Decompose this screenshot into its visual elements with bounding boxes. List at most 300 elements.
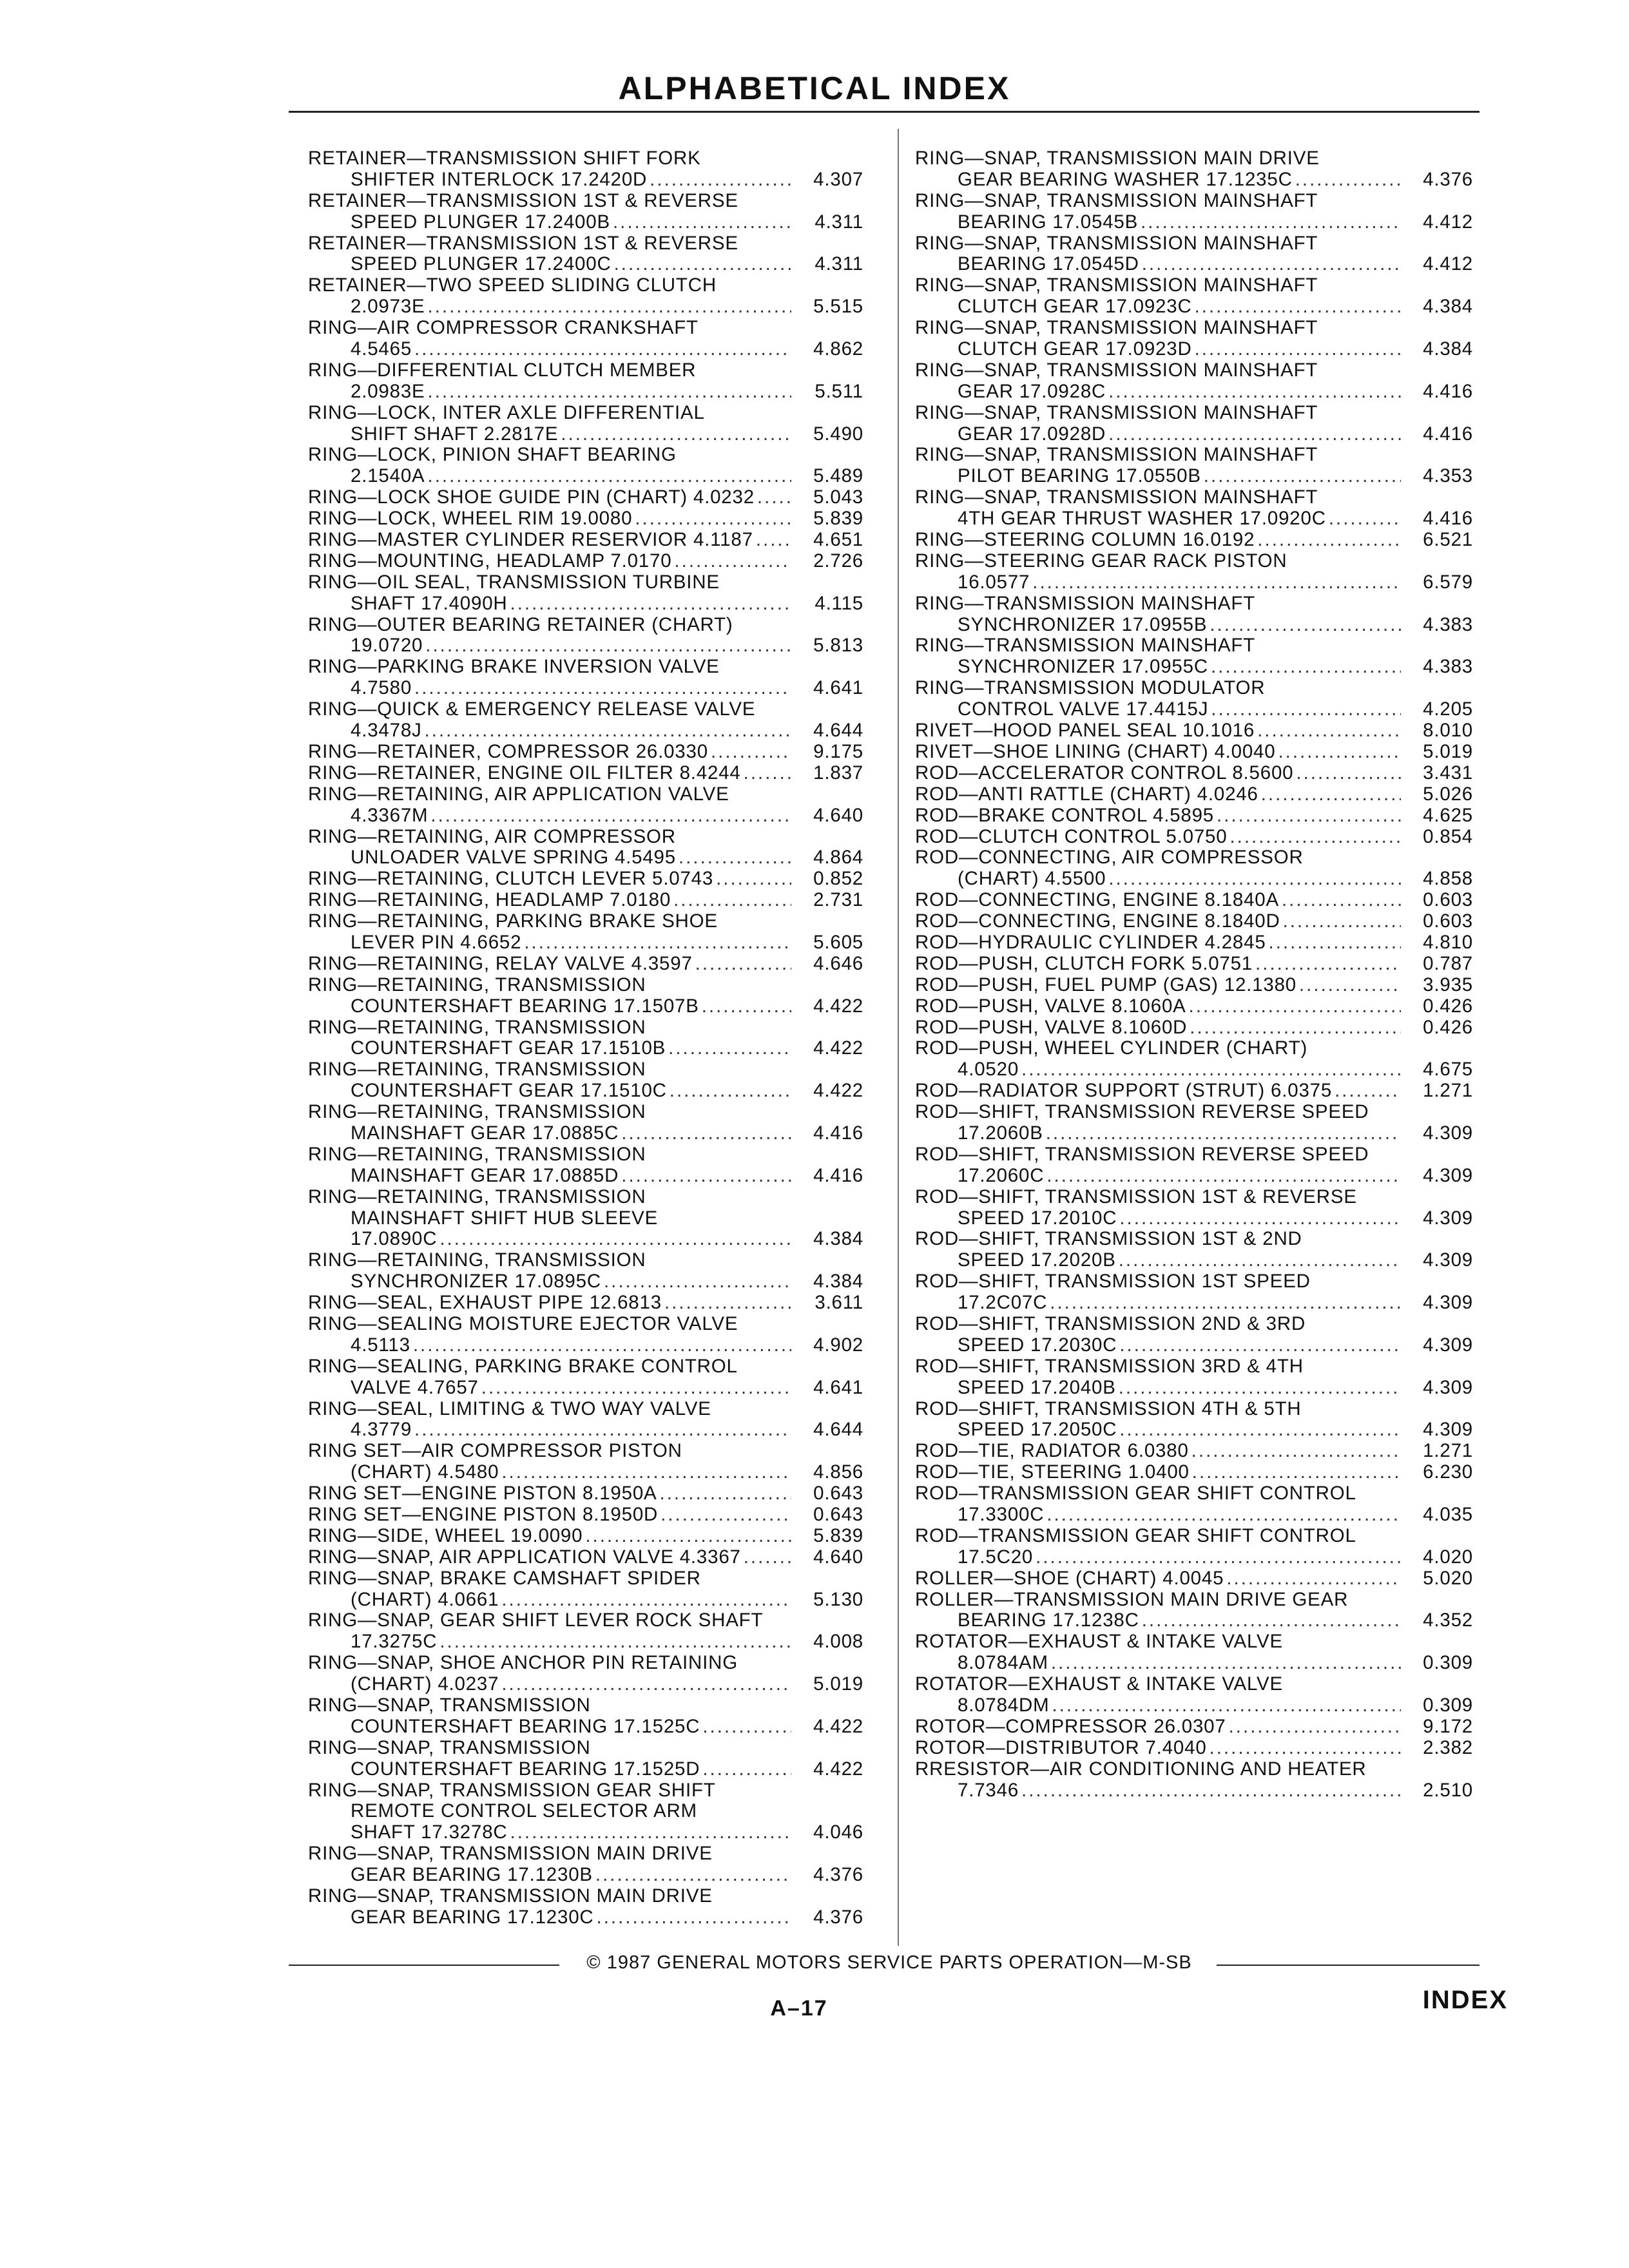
entry-text: RETAINER—TRANSMISSION 1ST & REVERSE — [308, 232, 738, 254]
entry-text: ROD—SHIFT, TRANSMISSION 1ST & REVERSE — [915, 1186, 1357, 1207]
entry-text: SHAFT 17.3278C — [351, 1821, 508, 1843]
index-entry — [308, 1059, 863, 1102]
index-entry — [915, 1102, 1473, 1144]
entry-first-line — [308, 360, 863, 381]
dot-leader — [1190, 1017, 1401, 1039]
entry-text: SPEED 17.2050C — [958, 1419, 1117, 1441]
dot-leader — [1226, 1568, 1401, 1590]
dot-leader — [695, 954, 791, 975]
entry-text: RING—RETAINING, AIR COMPRESSOR — [308, 825, 676, 847]
index-column-left — [308, 148, 863, 1928]
entry-continuation-line — [915, 169, 1473, 191]
entry-continuation-line — [308, 1271, 863, 1293]
index-entry — [308, 508, 863, 530]
entry-first-line — [308, 1504, 863, 1526]
dot-leader — [481, 1378, 791, 1399]
index-entry — [308, 784, 863, 827]
entry-first-line — [308, 148, 863, 169]
entry-text: RING—RETAINING, TRANSMISSION — [308, 1186, 646, 1207]
entry-first-line — [915, 1102, 1473, 1123]
entry-text: RING—SNAP, SHOE ANCHOR PIN RETAINING — [308, 1652, 738, 1674]
entry-first-line — [915, 1229, 1473, 1250]
dot-leader — [1119, 1250, 1401, 1271]
index-entry — [308, 1017, 863, 1060]
entry-continuation-line — [308, 1038, 863, 1059]
entry-continuation-line — [308, 1378, 863, 1399]
entry-first-line — [308, 1653, 863, 1674]
dot-leader — [428, 466, 791, 487]
dot-leader — [501, 1590, 791, 1611]
entry-text: 4.0520 — [958, 1059, 1019, 1081]
dot-leader — [510, 1822, 792, 1843]
entry-text: CLUTCH GEAR 17.0923C — [958, 296, 1192, 318]
index-entry — [915, 551, 1473, 593]
dot-leader — [595, 1865, 791, 1886]
entry-page-ref: 4.376 — [1423, 168, 1473, 190]
dot-leader — [1036, 1547, 1401, 1568]
entry-text: RING—SNAP, BRAKE CAMSHAFT SPIDER — [308, 1567, 701, 1589]
dot-leader — [1217, 805, 1401, 827]
entry-text: ROD—SHIFT, TRANSMISSION 1ST SPEED — [915, 1271, 1311, 1293]
index-entry — [915, 1483, 1473, 1526]
index-entry — [308, 1314, 863, 1356]
dot-leader — [621, 1166, 791, 1187]
index-entry — [915, 1716, 1473, 1738]
entry-text: RING—SNAP, AIR APPLICATION VALVE 4.3367 — [308, 1546, 741, 1568]
dot-leader — [1052, 1695, 1401, 1716]
entry-text: 17.3300C — [958, 1504, 1045, 1525]
entry-text: ROD—SHIFT, TRANSMISSION 3RD & 4TH — [915, 1355, 1304, 1377]
entry-continuation-line — [308, 996, 863, 1017]
entry-first-line — [308, 1695, 863, 1716]
entry-continuation-line — [308, 381, 863, 403]
entry-page-ref: 9.175 — [813, 740, 863, 762]
entry-continuation-line — [915, 254, 1473, 275]
index-entry — [308, 551, 863, 572]
dot-leader — [1051, 1653, 1401, 1674]
dot-leader — [413, 1335, 791, 1356]
entry-continuation-line — [308, 805, 863, 827]
entry-page-ref: 6.579 — [1423, 571, 1473, 593]
entry-text: RING—RETAINING, TRANSMISSION — [308, 1249, 646, 1271]
index-entry — [915, 1356, 1473, 1399]
entry-continuation-line — [308, 593, 863, 615]
entry-continuation-line — [308, 424, 863, 445]
dot-leader — [711, 742, 791, 763]
entry-continuation-line — [308, 1462, 863, 1483]
entry-continuation-line — [915, 1419, 1473, 1441]
entry-continuation-line — [308, 1759, 863, 1780]
entry-text: 2.0973E — [351, 296, 425, 318]
entry-text: RING—SNAP, TRANSMISSION MAINSHAFT — [915, 401, 1318, 423]
entry-first-line — [308, 1610, 863, 1631]
entry-text: SYNCHRONIZER 17.0895C — [351, 1271, 601, 1293]
entry-page-ref: 4.384 — [813, 1228, 863, 1250]
dot-leader — [1204, 466, 1401, 487]
entry-text: 16.0577 — [958, 571, 1030, 593]
entry-first-line — [915, 1144, 1473, 1166]
entry-first-line — [308, 615, 863, 636]
entry-page-ref: 0.426 — [1423, 995, 1473, 1017]
dot-leader — [439, 1631, 791, 1653]
index-entry — [308, 233, 863, 276]
entry-first-line — [308, 657, 863, 678]
dot-leader — [668, 1038, 791, 1059]
entry-continuation-line — [915, 1166, 1473, 1187]
entry-text: RING SET—ENGINE PISTON 8.1950D — [308, 1504, 659, 1525]
column-divider — [898, 129, 899, 1946]
index-entry — [915, 678, 1473, 720]
entry-text: (CHART) 4.0661 — [351, 1588, 499, 1610]
entry-page-ref: 2.510 — [1423, 1779, 1473, 1801]
index-entry — [915, 635, 1473, 678]
entry-page-ref: 4.307 — [813, 168, 863, 190]
index-entry — [308, 1399, 863, 1441]
index-entry — [308, 763, 863, 784]
entry-page-ref: 4.416 — [813, 1164, 863, 1186]
entry-text: ROD—CONNECTING, ENGINE 8.1840D — [915, 910, 1280, 932]
entry-text: RING—SNAP, TRANSMISSION MAIN DRIVE — [308, 1885, 713, 1907]
entry-text: (CHART) 4.5500 — [958, 868, 1106, 890]
dot-leader — [1195, 339, 1401, 360]
entry-continuation-line — [915, 1504, 1473, 1526]
entry-first-line — [915, 593, 1473, 615]
entry-text: ROD—TRANSMISSION GEAR SHIFT CONTROL — [915, 1483, 1356, 1504]
entry-page-ref: 4.309 — [1423, 1164, 1473, 1186]
entry-page-ref: 5.515 — [813, 296, 863, 318]
dot-leader — [510, 593, 792, 615]
entry-first-line — [915, 1441, 1473, 1462]
entry-page-ref: 4.416 — [1423, 380, 1473, 402]
entry-text: RING—RETAINING, TRANSMISSION — [308, 1059, 646, 1081]
entry-text: SPEED PLUNGER 17.2400C — [351, 253, 612, 275]
entry-text: 17.2060B — [958, 1122, 1043, 1144]
index-entry — [308, 360, 863, 403]
index-column-right — [915, 148, 1473, 1801]
dot-leader — [1229, 827, 1401, 848]
entry-text: SPEED PLUNGER 17.2400B — [351, 211, 610, 233]
index-entry — [308, 318, 863, 360]
entry-first-line — [308, 572, 863, 593]
entry-page-ref: 4.412 — [1423, 211, 1473, 233]
entry-text: 4.5113 — [351, 1334, 410, 1356]
entry-text: SPEED 17.2020B — [958, 1249, 1116, 1271]
entry-first-line — [915, 1483, 1473, 1504]
dot-leader — [1283, 911, 1401, 932]
dot-leader — [1278, 742, 1401, 763]
entry-first-line — [308, 275, 863, 296]
entry-continuation-line — [308, 1123, 863, 1144]
entry-continuation-line — [308, 720, 863, 742]
index-entry — [915, 593, 1473, 636]
entry-text: RING—SNAP, GEAR SHIFT LEVER ROCK SHAFT — [308, 1610, 764, 1631]
entry-page-ref: 4.376 — [813, 1864, 863, 1886]
entry-text: RRESISTOR—AIR CONDITIONING AND HEATER — [915, 1758, 1367, 1780]
entry-page-ref: 0.426 — [1423, 1016, 1473, 1038]
index-entry — [915, 911, 1473, 932]
entry-continuation-line — [308, 254, 863, 275]
entry-page-ref: 5.839 — [813, 1524, 863, 1546]
entry-text: RING—LOCK SHOE GUIDE PIN (CHART) 4.0232 — [308, 486, 755, 508]
entry-continuation-line — [915, 1123, 1473, 1144]
index-entry — [915, 1738, 1473, 1759]
entry-page-ref: 4.309 — [1423, 1122, 1473, 1144]
entry-text: RING—MOUNTING, HEADLAMP 7.0170 — [308, 550, 672, 572]
entry-continuation-line — [915, 615, 1473, 636]
entry-first-line — [915, 635, 1473, 657]
entry-first-line — [915, 551, 1473, 572]
index-entry — [915, 148, 1473, 191]
dot-leader — [757, 487, 791, 508]
entry-page-ref: 3.611 — [815, 1292, 863, 1314]
entry-first-line — [308, 954, 863, 975]
entry-text: ROD—PUSH, VALVE 8.1060D — [915, 1016, 1188, 1038]
entry-first-line — [308, 1017, 863, 1039]
entry-text: 8.0784DM — [958, 1695, 1050, 1716]
entry-first-line — [308, 742, 863, 763]
entry-first-line — [308, 191, 863, 212]
entry-text: COUNTERSHAFT BEARING 17.1525D — [351, 1758, 700, 1780]
entry-continuation-line — [915, 1610, 1473, 1631]
index-entry — [308, 487, 863, 508]
entry-text: RING—SNAP, TRANSMISSION MAINSHAFT — [915, 444, 1318, 466]
entry-first-line — [308, 1843, 863, 1865]
entry-continuation-line — [915, 1653, 1473, 1674]
index-entry — [308, 1547, 863, 1568]
index-entry — [915, 847, 1473, 890]
dot-leader — [1050, 1293, 1401, 1314]
entry-text: RIVET—SHOE LINING (CHART) 4.0040 — [915, 740, 1276, 762]
entry-first-line — [915, 827, 1473, 848]
entry-text: RING—DIFFERENTIAL CLUTCH MEMBER — [308, 359, 697, 381]
dot-leader — [1191, 1441, 1401, 1462]
entry-text: RING—SIDE, WHEEL 19.0090 — [308, 1524, 583, 1546]
entry-page-ref: 4.008 — [813, 1631, 863, 1653]
index-entry — [915, 784, 1473, 805]
entry-first-line — [308, 827, 863, 848]
entry-page-ref: 5.813 — [813, 635, 863, 657]
entry-text: RING—SNAP, TRANSMISSION MAINSHAFT — [915, 486, 1318, 508]
dot-leader — [702, 1759, 791, 1780]
entry-text: RING—RETAINER, ENGINE OIL FILTER 8.4244 — [308, 762, 741, 783]
entry-text: 4.7580 — [351, 677, 412, 699]
dot-leader — [425, 635, 791, 657]
entry-page-ref: 5.490 — [813, 423, 863, 445]
entry-text: ROTATOR—EXHAUST & INTAKE VALVE — [915, 1631, 1283, 1653]
entry-text: RING—LOCK, INTER AXLE DIFFERENTIAL — [308, 401, 705, 423]
entry-first-line — [915, 487, 1473, 508]
entry-text: RING—QUICK & EMERGENCY RELEASE VALVE — [308, 698, 756, 720]
dot-leader — [1108, 381, 1401, 403]
dot-leader — [1195, 296, 1401, 318]
entry-first-line — [308, 784, 863, 805]
entry-first-line — [308, 1187, 863, 1208]
dot-leader — [1119, 1335, 1401, 1356]
dot-leader — [1210, 615, 1401, 636]
entry-page-ref: 4.205 — [1423, 698, 1473, 720]
entry-page-ref: 4.309 — [1423, 1207, 1473, 1229]
index-entry — [915, 233, 1473, 276]
entry-page-ref: 1.271 — [1423, 1080, 1473, 1102]
entry-first-line — [915, 1038, 1473, 1059]
entry-text: 7.7346 — [958, 1779, 1019, 1801]
entry-first-line — [915, 763, 1473, 784]
entry-text: RING—STEERING COLUMN 16.0192 — [915, 529, 1255, 551]
entry-text: RING—RETAINING, TRANSMISSION — [308, 1016, 646, 1038]
entry-text: GEAR 17.0928D — [958, 423, 1106, 445]
entry-text: BEARING 17.0545B — [958, 211, 1139, 233]
index-entry — [915, 275, 1473, 318]
entry-text: VALVE 4.7657 — [351, 1376, 479, 1398]
entry-first-line — [915, 911, 1473, 932]
index-entry — [915, 1462, 1473, 1483]
entry-text: UNLOADER VALVE SPRING 4.5495 — [351, 847, 676, 869]
dot-leader — [1296, 763, 1401, 784]
entry-text: ROTATOR—EXHAUST & INTAKE VALVE — [915, 1673, 1283, 1695]
dot-leader — [679, 847, 791, 869]
entry-text: MAINSHAFT SHIFT HUB SLEEVE — [351, 1207, 659, 1229]
entry-continuation-line — [308, 847, 863, 869]
entry-continuation-line — [308, 296, 863, 318]
entry-continuation-line — [308, 1801, 863, 1822]
entry-first-line — [308, 1780, 863, 1802]
entry-page-ref: 0.309 — [1423, 1695, 1473, 1716]
entry-first-line — [915, 403, 1473, 424]
dot-leader — [635, 508, 791, 530]
dot-leader — [744, 1547, 791, 1568]
entry-continuation-line — [308, 1907, 863, 1928]
dot-leader — [1335, 1081, 1401, 1102]
entry-text: SHAFT 17.4090H — [351, 592, 508, 614]
entry-text: RING—TRANSMISSION MAINSHAFT — [915, 592, 1256, 614]
entry-continuation-line — [915, 699, 1473, 720]
index-entry — [308, 1250, 863, 1293]
footer-rule-right — [1217, 1965, 1480, 1966]
entry-text: PILOT BEARING 17.0550B — [958, 465, 1201, 487]
entry-page-ref: 3.935 — [1423, 974, 1473, 995]
entry-text: 19.0720 — [351, 635, 423, 657]
entry-page-ref: 0.787 — [1423, 952, 1473, 974]
entry-text: RING—PARKING BRAKE INVERSION VALVE — [308, 656, 720, 678]
dot-leader — [524, 932, 791, 954]
entry-page-ref: 4.422 — [813, 995, 863, 1017]
entry-page-ref: 0.643 — [813, 1483, 863, 1504]
entry-first-line — [308, 318, 863, 339]
entry-text: GEAR BEARING 17.1230C — [351, 1906, 594, 1928]
entry-page-ref: 4.422 — [813, 1037, 863, 1059]
entry-first-line — [915, 1462, 1473, 1483]
index-entry — [308, 1843, 863, 1886]
entry-text: SPEED 17.2040B — [958, 1376, 1116, 1398]
dot-leader — [1192, 1462, 1401, 1483]
index-entry — [915, 1631, 1473, 1674]
entry-page-ref: 4.353 — [1423, 465, 1473, 487]
entry-continuation-line — [308, 1166, 863, 1187]
index-entry — [915, 1314, 1473, 1356]
entry-page-ref: 4.384 — [813, 1271, 863, 1293]
dot-leader — [1257, 720, 1401, 742]
dot-leader — [1210, 1738, 1401, 1759]
dot-leader — [604, 1271, 791, 1293]
entry-page-ref: 5.020 — [1423, 1567, 1473, 1589]
index-entry — [308, 1780, 863, 1844]
entry-first-line — [915, 975, 1473, 996]
dot-leader — [621, 1123, 791, 1144]
entry-first-line — [915, 1674, 1473, 1695]
entry-continuation-line — [308, 932, 863, 954]
entry-text: ROLLER—TRANSMISSION MAIN DRIVE GEAR — [915, 1588, 1349, 1610]
index-entry — [308, 1568, 863, 1611]
entry-text: CLUTCH GEAR 17.0923D — [958, 338, 1192, 360]
entry-page-ref: 5.605 — [813, 931, 863, 953]
entry-first-line — [915, 1759, 1473, 1780]
entry-page-ref: 0.643 — [813, 1504, 863, 1525]
entry-text: RING—OIL SEAL, TRANSMISSION TURBINE — [308, 571, 720, 593]
index-entry — [915, 996, 1473, 1017]
entry-page-ref: 4.641 — [813, 677, 863, 699]
entry-text: RING—TRANSMISSION MODULATOR — [915, 677, 1266, 699]
dot-leader — [744, 763, 791, 784]
entry-text: RING—SNAP, TRANSMISSION GEAR SHIFT — [308, 1779, 716, 1801]
index-entry — [915, 487, 1473, 530]
entry-first-line — [915, 360, 1473, 381]
index-entry — [915, 763, 1473, 784]
entry-page-ref: 5.839 — [813, 508, 863, 530]
dot-leader — [1299, 975, 1401, 996]
entry-first-line — [308, 1886, 863, 1907]
index-entry — [915, 1441, 1473, 1462]
entry-continuation-line — [308, 1419, 863, 1441]
index-entry — [915, 1590, 1473, 1632]
entry-first-line — [915, 1271, 1473, 1293]
entry-continuation-line — [915, 1293, 1473, 1314]
entry-page-ref: 4.864 — [813, 847, 863, 869]
dot-leader — [1261, 784, 1401, 805]
entry-first-line — [308, 763, 863, 784]
index-entry — [915, 1271, 1473, 1314]
entry-first-line — [308, 403, 863, 424]
entry-first-line — [915, 1526, 1473, 1547]
entry-text: RETAINER—TRANSMISSION SHIFT FORK — [308, 148, 701, 169]
entry-page-ref: 4.862 — [813, 338, 863, 360]
entry-page-ref: 0.854 — [1423, 825, 1473, 847]
entry-continuation-line — [308, 339, 863, 360]
dot-leader — [1046, 1166, 1401, 1187]
entry-first-line — [308, 1526, 863, 1547]
entry-first-line — [915, 890, 1473, 911]
entry-text: ROD—CLUTCH CONTROL 5.0750 — [915, 825, 1228, 847]
dot-leader — [702, 1716, 791, 1738]
entry-text: BEARING 17.1238C — [958, 1610, 1139, 1631]
entry-text: RING—MASTER CYLINDER RESERVIOR 4.1187 — [308, 529, 753, 551]
index-entry — [915, 1399, 1473, 1441]
entry-page-ref: 4.625 — [1423, 804, 1473, 826]
entry-text: ROD—SHIFT, TRANSMISSION REVERSE SPEED — [915, 1143, 1369, 1165]
entry-first-line — [915, 932, 1473, 954]
entry-text: RING—RETAINING, TRANSMISSION — [308, 974, 646, 995]
entry-text: RING—TRANSMISSION MAINSHAFT — [915, 635, 1256, 657]
entry-text: RING—SNAP, TRANSMISSION MAIN DRIVE — [915, 148, 1320, 169]
entry-continuation-line — [915, 339, 1473, 360]
entry-text: SYNCHRONIZER 17.0955B — [958, 613, 1208, 635]
entry-continuation-line — [915, 1208, 1473, 1229]
entry-text: ROD—SHIFT, TRANSMISSION 2ND & 3RD — [915, 1312, 1306, 1334]
entry-first-line — [915, 1081, 1473, 1102]
index-entry — [308, 657, 863, 699]
entry-text: CONTROL VALVE 17.4415J — [958, 698, 1209, 720]
dot-leader — [1211, 699, 1401, 720]
dot-leader — [650, 169, 791, 191]
